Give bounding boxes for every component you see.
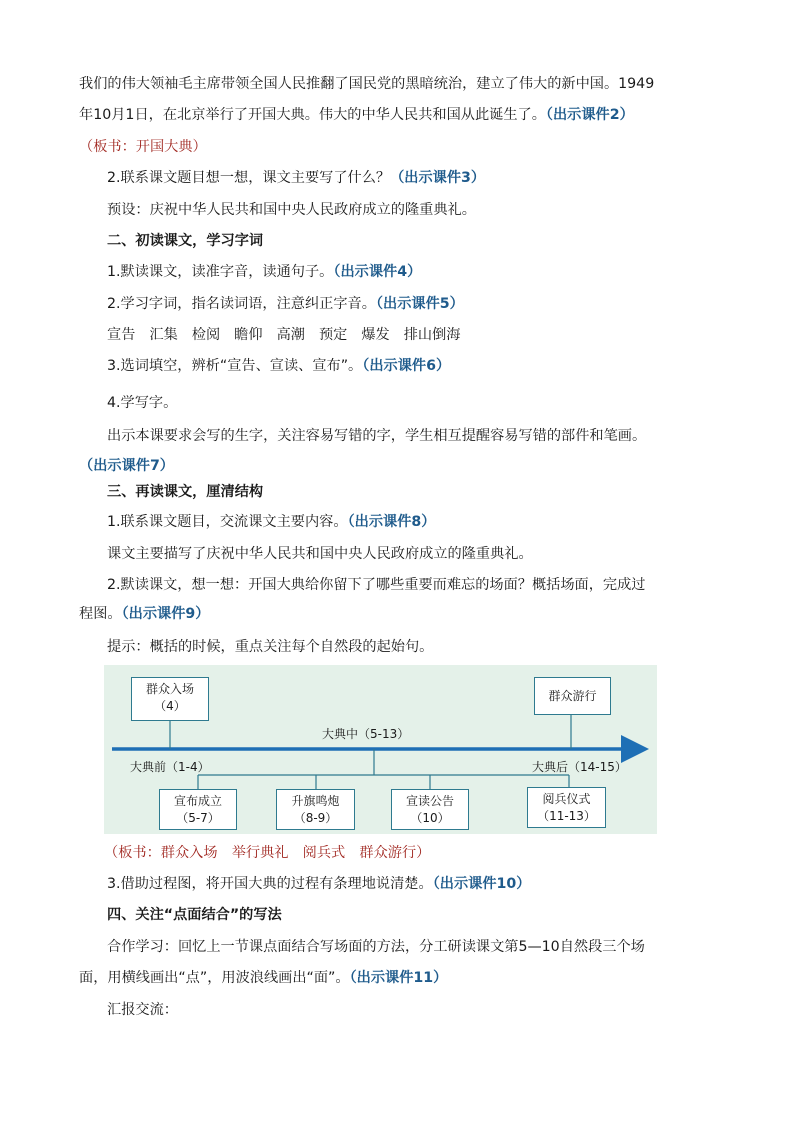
step-2-4-detail: 出示本课要求会写的生字，关注容易写错的字，学生相互提醒容易写错的部件和笔画。	[107, 428, 647, 444]
step-3-1-answer: 课文主要描写了庆祝中华人民共和国中央人民政府成立的隆重典礼。	[107, 546, 533, 562]
courseware-ref: （出示课件10）	[432, 876, 531, 892]
question-2: 2.联系课文题目想一想，课文主要写了什么？（出示课件3）	[107, 170, 486, 186]
vocab-word: 汇集	[149, 327, 178, 343]
step-2-3: 3.选词填空，辨析“宣告、宣读、宣布”。（出示课件6）	[107, 358, 451, 374]
vocab-word: 爆发	[361, 327, 390, 343]
section-heading-2: 二、初读课文，学习字词	[107, 233, 264, 249]
board-note: （板书：开国大典）	[79, 139, 207, 155]
courseware-ref: （出示课件3）	[390, 170, 486, 186]
section-heading-4: 四、关注“点面结合”的写法	[107, 907, 282, 923]
courseware-ref: （出示课件11）	[349, 970, 448, 986]
stage-box: 宣布成立 （5-7）	[159, 789, 237, 830]
step-3-1: 1.联系课文题目，交流课文主要内容。（出示课件8）	[107, 514, 436, 530]
board-note: （板书：群众入场 举行典礼 阅兵式 群众游行）	[104, 845, 431, 861]
stage-box-crowd-parade: 群众游行	[534, 677, 611, 715]
courseware-ref: （出示课件4）	[333, 264, 422, 280]
intro-line-2: 年10月1日，在北京举行了开国大典。伟大的中华人民共和国从此诞生了。（出示课件2）	[79, 107, 634, 123]
label-after-ceremony: 大典后（14-15）	[532, 760, 627, 774]
process-diagram	[104, 665, 657, 834]
step-2-4: 4.学写字。	[107, 395, 178, 411]
step-3-2-line-2: 程图。（出示课件9）	[79, 606, 210, 622]
tip: 提示：概括的时候，重点关注每个自然段的起始句。	[107, 639, 434, 655]
courseware-ref: （出示课件7）	[79, 458, 174, 474]
courseware-ref: （出示课件5）	[375, 296, 464, 312]
step-2-2: 2.学习字词，指名读词语，注意纠正字音。（出示课件5）	[107, 296, 464, 312]
vocab-word: 高潮	[276, 327, 305, 343]
section-heading-3: 三、再读课文，厘清结构	[107, 484, 264, 500]
step-3-3: 3.借助过程图，将开国大典的过程有条理地说清楚。（出示课件10）	[107, 876, 531, 892]
step-4-line-2: 面，用横线画出“点”，用波浪线画出“面”。（出示课件11）	[79, 970, 448, 986]
label-before-ceremony: 大典前（1-4）	[130, 760, 210, 774]
vocab-list	[107, 324, 475, 346]
step-2-1: 1.默读课文，读准字音，读通句子。（出示课件4）	[107, 264, 422, 280]
stage-box: 宣读公告 （10）	[391, 789, 469, 830]
stage-box: 升旗鸣炮 （8-9）	[276, 789, 355, 830]
stage-box-crowd-entry: 群众入场 （4）	[131, 677, 209, 721]
report-heading: 汇报交流：	[107, 1002, 178, 1018]
step-4-line-1: 合作学习：回忆上一节课点面结合写场面的方法，分工研读课文第5—10自然段三个场	[107, 939, 645, 955]
preset-answer: 预设：庆祝中华人民共和国中央人民政府成立的隆重典礼。	[107, 202, 476, 218]
courseware-ref: （出示课件8）	[347, 514, 436, 530]
vocab-word: 瞻仰	[234, 327, 263, 343]
intro-line-1: 我们的伟大领袖毛主席带领全国人民推翻了国民党的黑暗统治，建立了伟大的新中国。1949	[79, 76, 655, 92]
vocab-word: 排山倒海	[403, 327, 461, 343]
vocab-word: 宣告	[107, 327, 136, 343]
stage-box: 阅兵仪式 （11-13）	[527, 787, 606, 828]
courseware-ref: （出示课件9）	[121, 606, 210, 622]
courseware-ref: （出示课件6）	[362, 358, 451, 374]
vocab-word: 预定	[318, 327, 348, 343]
label-during-ceremony: 大典中（5-13）	[322, 727, 410, 741]
courseware-ref: （出示课件2）	[545, 107, 634, 123]
step-3-2-line-1: 2.默读课文，想一想：开国大典给你留下了哪些重要而难忘的场面？概括场面，完成过	[107, 577, 646, 593]
vocab-word: 检阅	[191, 327, 221, 343]
